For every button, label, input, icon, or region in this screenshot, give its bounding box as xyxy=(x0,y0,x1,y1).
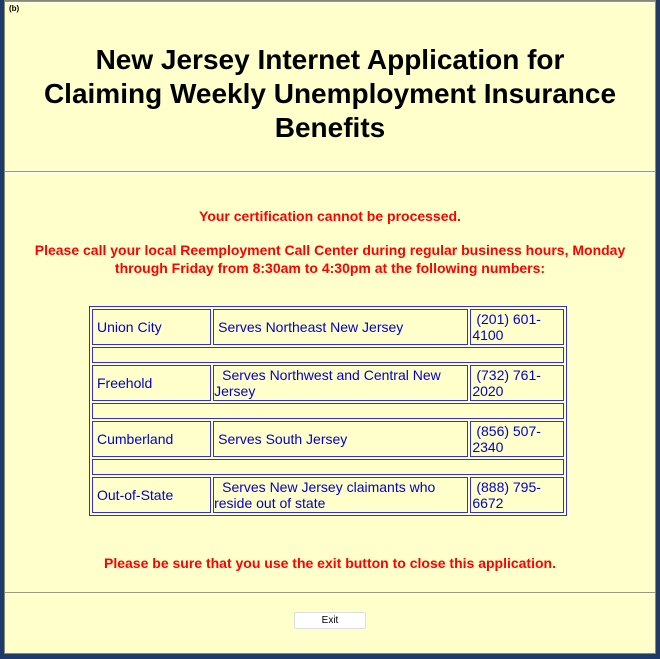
center-city: Cumberland xyxy=(92,421,211,457)
top-divider xyxy=(5,1,655,3)
center-phone-line: 2340 xyxy=(472,439,504,455)
center-city: Freehold xyxy=(92,365,211,401)
table-row xyxy=(92,421,564,457)
title-line-2: Claiming Weekly Unemployment Insurance xyxy=(43,78,617,109)
center-serves xyxy=(213,365,468,401)
center-serves xyxy=(213,309,468,345)
center-phone-line: 6672 xyxy=(472,495,504,511)
center-city: Union City xyxy=(92,309,211,345)
table-row xyxy=(92,309,564,345)
header-divider xyxy=(5,171,655,173)
instructions-message xyxy=(5,241,655,277)
page-title xyxy=(5,43,655,145)
exit-note: Please be sure that you use the exit button to close this application. xyxy=(104,555,556,571)
center-phone-line: (856) 507- xyxy=(476,423,541,439)
center-serves-line: reside out of state xyxy=(214,495,326,511)
center-phone xyxy=(470,309,564,345)
center-serves xyxy=(213,421,468,457)
application-page xyxy=(4,0,656,654)
center-city: Out-of-State xyxy=(92,477,211,513)
exit-button[interactable]: Exit xyxy=(294,612,366,629)
title-line-3: Benefits xyxy=(274,112,386,143)
spacer-cell xyxy=(92,403,564,419)
call-centers-table xyxy=(89,306,567,516)
center-serves-line: Serves Northeast New Jersey xyxy=(218,319,404,335)
center-phone-line: 2020 xyxy=(472,383,504,399)
center-serves-line: Serves South Jersey xyxy=(218,431,348,447)
spacer-row xyxy=(92,403,564,419)
spacer-cell xyxy=(92,347,564,363)
spacer-row xyxy=(92,459,564,475)
table-row xyxy=(92,365,564,401)
center-serves-line: Serves New Jersey claimants who xyxy=(222,479,436,495)
spacer-row xyxy=(92,347,564,363)
center-phone-line: (201) 601- xyxy=(476,311,541,327)
center-phone xyxy=(470,477,564,513)
instructions-line-2: through Friday from 8:30am to 4:30pm at the following numbers: xyxy=(114,260,546,276)
spacer-cell xyxy=(92,459,564,475)
center-phone-line: 4100 xyxy=(472,327,504,343)
center-serves-line: Serves Northwest and Central New xyxy=(222,367,441,383)
center-serves-line: Jersey xyxy=(214,383,256,399)
instructions-line-1: Please call your local Reemployment Call Center during regular business hours, Monday xyxy=(34,242,626,258)
center-phone-line: (888) 795- xyxy=(476,479,541,495)
table-row xyxy=(92,477,564,513)
center-phone xyxy=(470,365,564,401)
center-serves xyxy=(213,477,468,513)
center-phone-line: (732) 761- xyxy=(476,367,541,383)
error-message: Your certification cannot be processed. xyxy=(199,208,461,224)
figure-label: (b) xyxy=(9,4,20,13)
title-line-1: New Jersey Internet Application for xyxy=(95,44,565,75)
footer-divider xyxy=(5,592,655,594)
center-phone xyxy=(470,421,564,457)
